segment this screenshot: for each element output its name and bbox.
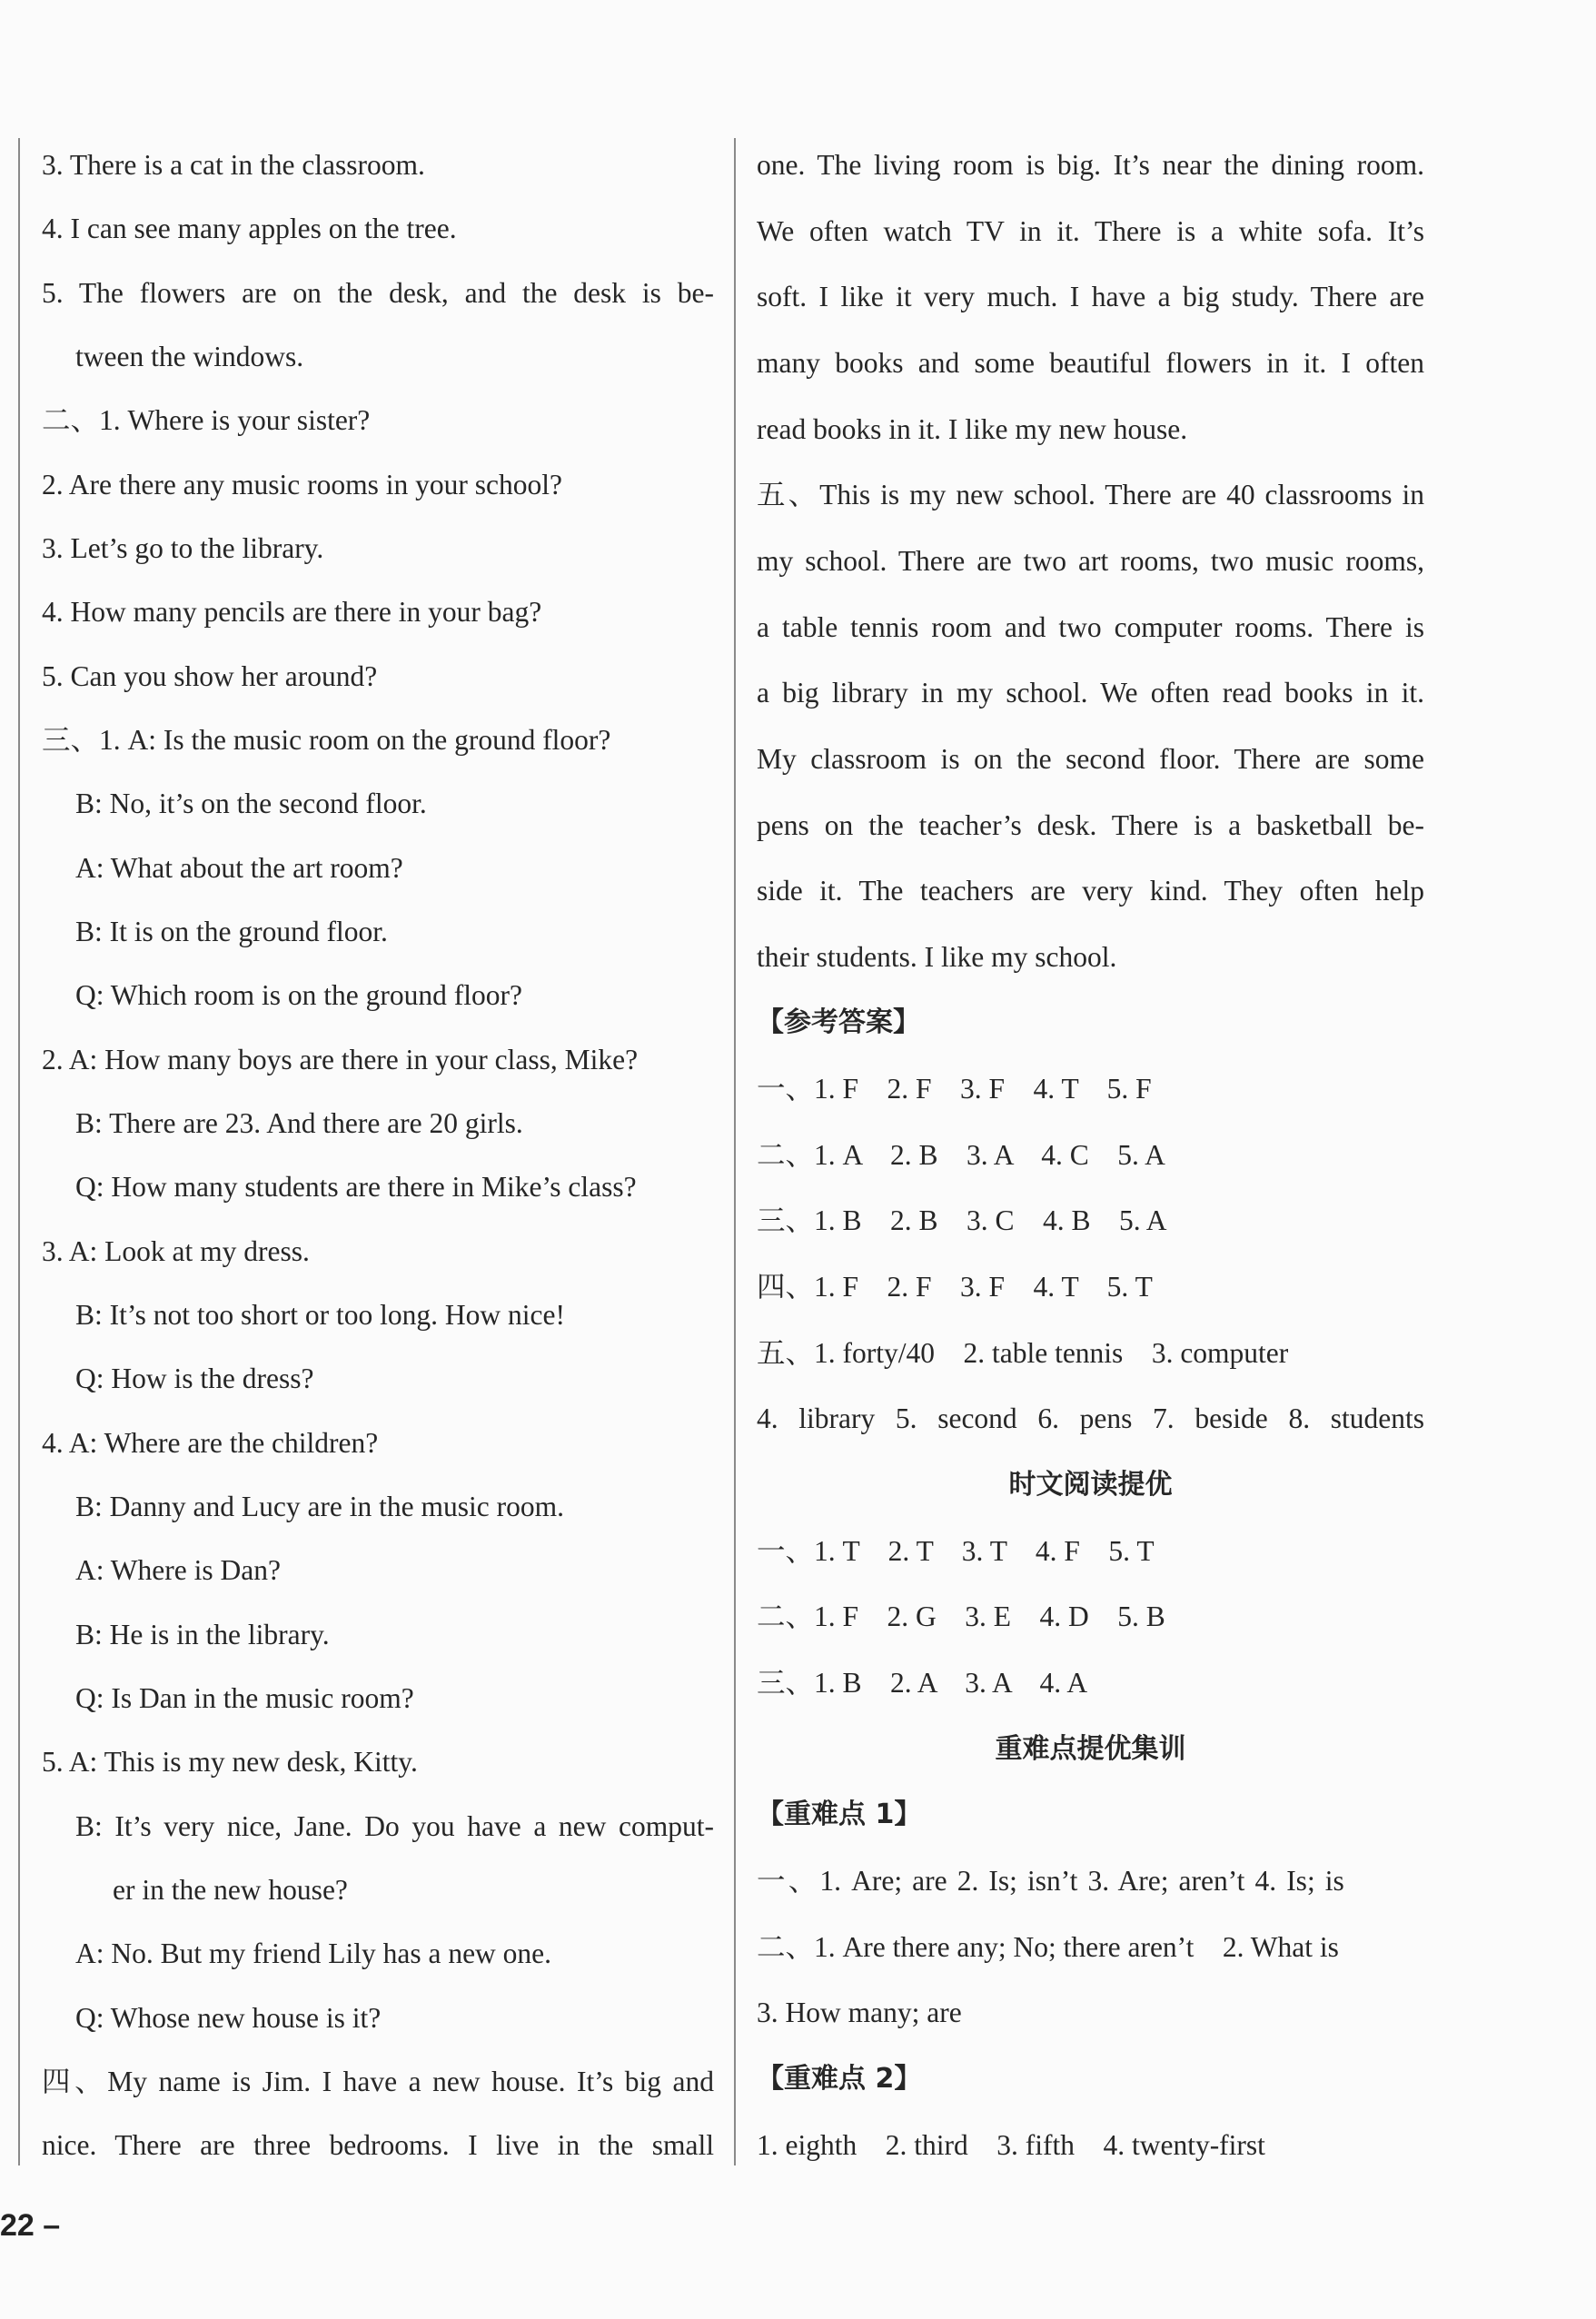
answer-line: 三、1. B 2. A 3. A 4. A: [757, 1667, 1088, 1699]
dialogue-line: A: What about the art room?: [75, 852, 403, 884]
text-line: My classroom is on the second floor. There are some: [757, 743, 1424, 775]
text-line: 2. Are there any music rooms in your school?: [42, 469, 562, 500]
dialogue-line: B: He is in the library.: [75, 1619, 330, 1650]
question-line: Q: Is Dan in the music room?: [75, 1682, 414, 1714]
answer-line: 二、1. F 2. G 3. E 4. D 5. B: [757, 1601, 1165, 1632]
column-divider-rule: [734, 138, 736, 2165]
left-margin-rule: [18, 138, 20, 2165]
section-heading-4: 四、My name is Jim. I have a new house. It’s big and: [42, 2066, 714, 2097]
page-number: 22 –: [0, 2208, 61, 2243]
answer-line: 一、1. F 2. F 3. F 4. T 5. F: [757, 1073, 1152, 1105]
answer-line: 四、1. F 2. F 3. F 4. T 5. T: [757, 1271, 1153, 1303]
dialogue-line: B: There are 23. And there are 20 girls.: [75, 1107, 523, 1139]
dialogue-line: 4. A: Where are the children?: [42, 1427, 379, 1459]
text-line: my school. There are two art rooms, two music rooms,: [757, 545, 1424, 577]
reference-answer-heading: 【参考答案】: [757, 1006, 920, 1038]
text-line: nice. There are three bedrooms. I live in the small: [42, 2129, 714, 2161]
text-line: We often watch TV in it. There is a white sofa. It’s: [757, 215, 1424, 247]
answer-line: 一、1. T 2. T 3. T 4. F 5. T: [757, 1535, 1155, 1567]
text-line: a big library in my school. We often read books in it.: [757, 677, 1424, 709]
question-line: Q: How many students are there in Mike’s class?: [75, 1171, 637, 1203]
dialogue-line: B: It’s very nice, Jane. Do you have a new comput-: [75, 1810, 714, 1842]
answer-line: 4. library 5. second 6. pens 7. beside 8. students: [757, 1402, 1424, 1434]
text-line: 3. There is a cat in the classroom.: [42, 149, 425, 181]
dialogue-line: B: It’s not too short or too long. How nice!: [75, 1299, 565, 1331]
text-line: many books and some beautiful flowers in it. I often: [757, 347, 1424, 379]
section-heading-2: 二、1. Where is your sister?: [42, 404, 371, 436]
section-heading-5: 五、This is my new school. There are 40 classrooms in: [757, 479, 1424, 510]
dialogue-line: B: It is on the ground floor.: [75, 916, 388, 947]
text-line: soft. I like it very much. I have a big study. There are: [757, 281, 1424, 312]
reading-section-heading: 时文阅读提优: [1008, 1469, 1173, 1501]
key-point-1-heading: 【重难点 1】: [757, 1799, 922, 1830]
text-line: 5. The flowers are on the desk, and the desk is be-: [42, 277, 714, 309]
dialogue-line: 3. A: Look at my dress.: [42, 1235, 310, 1267]
dialogue-line: A: Where is Dan?: [75, 1554, 281, 1586]
text-line: tween the windows.: [75, 341, 304, 372]
key-points-section-heading: 重难点提优集训: [995, 1733, 1186, 1765]
text-line: 4. How many pencils are there in your bag?: [42, 596, 542, 628]
dialogue-line: er in the new house?: [113, 1874, 348, 1906]
answer-line: 三、1. B 2. B 3. C 4. B 5. A: [757, 1204, 1167, 1236]
text-line: 3. Let’s go to the library.: [42, 532, 324, 564]
text-line: 5. Can you show her around?: [42, 660, 378, 692]
question-line: Q: How is the dress?: [75, 1363, 314, 1394]
text-line: 4. I can see many apples on the tree.: [42, 213, 457, 244]
question-line: Q: Which room is on the ground floor?: [75, 979, 522, 1011]
text-line: one. The living room is big. It’s near the dining room.: [757, 149, 1424, 181]
text-line: pens on the teacher’s desk. There is a basketball be-: [757, 809, 1424, 841]
text-line: read books in it. I like my new house.: [757, 413, 1188, 445]
text-line: a table tennis room and two computer rooms. There is: [757, 611, 1424, 643]
question-line: Q: Whose new house is it?: [75, 2002, 382, 2034]
dialogue-line: B: No, it’s on the second floor.: [75, 788, 427, 819]
answer-line: 五、1. forty/40 2. table tennis 3. computer: [757, 1337, 1289, 1369]
dialogue-line: A: No. But my friend Lily has a new one.: [75, 1937, 552, 1969]
dialogue-line: 2. A: How many boys are there in your class, Mike?: [42, 1044, 639, 1075]
dialogue-line: 5. A: This is my new desk, Kitty.: [42, 1746, 418, 1778]
answer-line: 1. eighth 2. third 3. fifth 4. twenty-first: [757, 2129, 1265, 2161]
text-line: side it. The teachers are very kind. They often help: [757, 875, 1424, 907]
answer-line: 一、1. Are; are 2. Is; isn’t 3. Are; aren’t 4. Is; is: [757, 1865, 1344, 1897]
section-heading-3: 三、1. A: Is the music room on the ground floor?: [42, 724, 611, 756]
answer-line: 3. How many; are: [757, 1997, 962, 2028]
text-line: their students. I like my school.: [757, 941, 1117, 973]
answer-line: 二、1. A 2. B 3. A 4. C 5. A: [757, 1139, 1165, 1171]
key-point-2-heading: 【重难点 2】: [757, 2063, 922, 2095]
dialogue-line: B: Danny and Lucy are in the music room.: [75, 1491, 564, 1522]
answer-line: 二、1. Are there any; No; there aren’t 2. What is: [757, 1931, 1339, 1963]
